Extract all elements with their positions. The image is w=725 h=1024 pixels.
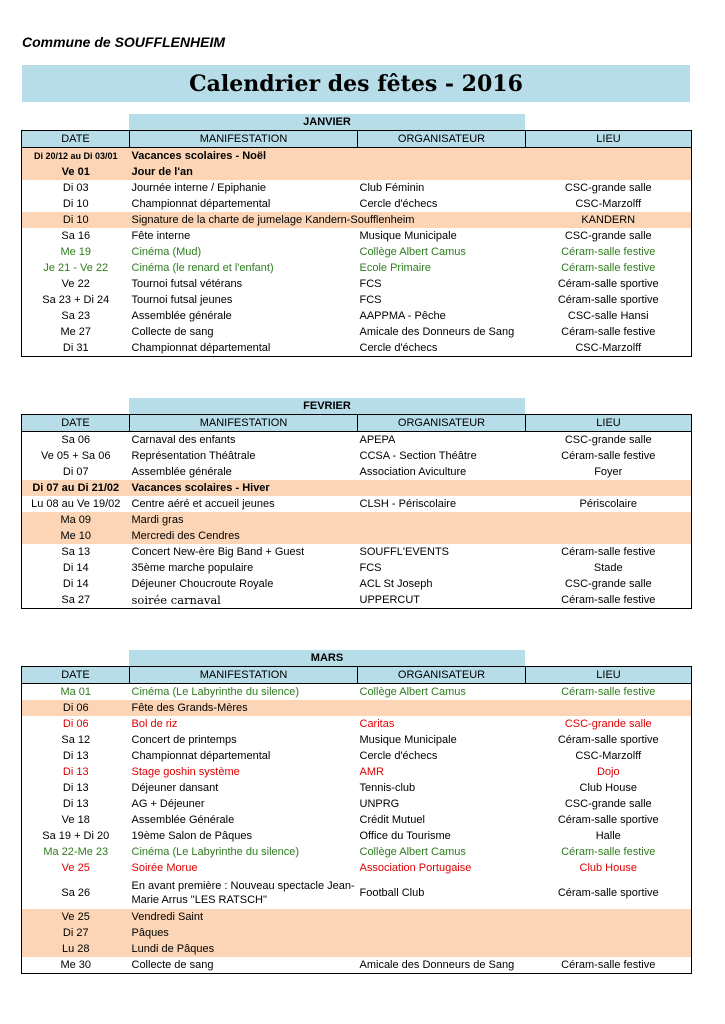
table-row [22, 196, 692, 212]
cell-date: Di 07 [62, 466, 89, 478]
cell-lieu: Céram-salle sportive [557, 734, 659, 746]
cell-organisateur: Tennis-club [359, 782, 416, 794]
cell-lieu: CSC-Marzolff [575, 198, 642, 210]
cell-manifestation: 19ème Salon de Pâques [131, 830, 252, 842]
table-row [22, 260, 692, 276]
cell-lieu: Céram-salle sportive [557, 814, 659, 826]
table-row [22, 576, 692, 592]
cell-lieu: CSC-grande salle [564, 434, 652, 446]
table-row [22, 684, 692, 701]
table-row [22, 276, 692, 292]
cell-date: Ve 01 [22, 164, 130, 180]
table-row [22, 876, 692, 909]
cell-organisateur: Club Féminin [359, 182, 425, 194]
cell-organisateur: Caritas [359, 718, 395, 730]
cell-organisateur: Association Aviculture [359, 466, 467, 478]
cell-manifestation: soirée carnaval [131, 593, 221, 607]
cell-manifestation: Championnat départemental [131, 750, 271, 762]
cell-manifestation: Assemblée générale [131, 466, 232, 478]
cell-lieu: CSC-grande salle [564, 230, 652, 242]
cell-manifestation: Assemblée Générale [131, 814, 235, 826]
cell-date: Sa 16 [61, 230, 91, 242]
cell-lieu: Céram-salle festive [561, 326, 656, 338]
cell-manifestation: Cinéma (Mud) [131, 246, 202, 258]
table-row [22, 560, 692, 576]
cell-manifestation: Vacances scolaires - Noël [130, 148, 358, 165]
cell-lieu: Céram-salle festive [561, 450, 656, 462]
cell-date: Di 13 [62, 798, 89, 810]
cell-organisateur: UNPRG [359, 798, 400, 810]
table-row [22, 592, 692, 609]
col-header-lieu: LIEU [526, 415, 692, 432]
cell-organisateur: Musique Municipale [359, 230, 457, 242]
cell-date: Ma 01 [60, 686, 92, 698]
cell-manifestation: Vendredi Saint [130, 909, 358, 925]
table-row [22, 212, 692, 228]
cell-date: Di 14 [62, 562, 89, 574]
table-row [22, 844, 692, 860]
col-header-manifestation: MANIFESTATION [130, 415, 358, 432]
cell-organisateur: Ecole Primaire [359, 262, 432, 274]
cell-manifestation: Championnat départemental [131, 198, 271, 210]
cell-manifestation: Collecte de sang [131, 326, 214, 338]
cell-manifestation: Assemblée générale [131, 310, 232, 322]
table-row [22, 148, 692, 165]
cell-date: Sa 06 [61, 434, 91, 446]
cell-lieu: Céram-salle festive [561, 686, 656, 698]
cell-manifestation: Déjeuner Choucroute Royale [131, 578, 274, 590]
cell-manifestation: Fête des Grands-Mères [130, 700, 358, 716]
col-header-lieu: LIEU [526, 131, 692, 148]
section-janvier [21, 114, 691, 357]
table-row [22, 796, 692, 812]
table-row [22, 480, 692, 496]
cell-lieu: Céram-salle festive [561, 262, 656, 274]
month-label: MARS [129, 650, 525, 666]
table-row [22, 716, 692, 732]
table-row [22, 432, 692, 449]
cell-organisateur [358, 480, 526, 496]
cell-date: Di 07 au Di 21/02 [22, 480, 130, 496]
cell-lieu [526, 941, 692, 957]
cell-organisateur: APEPA [359, 434, 396, 446]
commune-name: Commune de SOUFFLENHEIM [22, 34, 226, 50]
section-fevrier [21, 398, 691, 609]
cell-date: Di 03 [62, 182, 89, 194]
cell-organisateur: Association Portugaise [359, 862, 472, 874]
cell-lieu [526, 925, 692, 941]
cell-manifestation: Stage goshin système [131, 766, 240, 778]
cell-lieu: Céram-salle sportive [557, 294, 659, 306]
cell-lieu: Club House [579, 782, 637, 794]
cell-manifestation: Concert de printemps [131, 734, 237, 746]
cell-organisateur: AAPPMA - Pêche [359, 310, 446, 322]
table-row [22, 941, 692, 957]
cell-manifestation: Mardi gras [130, 512, 358, 528]
cell-organisateur: FCS [359, 562, 382, 574]
table-header-row [22, 667, 692, 684]
col-header-date: DATE [22, 131, 130, 148]
cell-lieu: Céram-salle festive [561, 959, 656, 971]
cell-lieu: Céram-salle sportive [557, 886, 659, 899]
cell-lieu: Dojo [596, 766, 620, 778]
cell-lieu: CSC-grande salle [564, 718, 652, 730]
table-row [22, 748, 692, 764]
cell-manifestation: Lundi de Pâques [130, 941, 358, 957]
cell-manifestation: Collecte de sang [131, 959, 214, 971]
cell-lieu: CSC-grande salle [564, 182, 652, 194]
cell-lieu: Céram-salle festive [561, 546, 656, 558]
cell-date: Sa 26 [61, 886, 91, 899]
cell-manifestation: Jour de l'an [130, 164, 358, 180]
page-title-banner [22, 65, 690, 102]
cell-date: Ve 25 [61, 862, 90, 874]
cell-date: Di 13 [62, 750, 89, 762]
table-row [22, 828, 692, 844]
events-table [21, 414, 692, 609]
cell-lieu: CSC-Marzolff [575, 342, 642, 354]
table-header-row [22, 415, 692, 432]
cell-lieu: CSC-grande salle [564, 578, 652, 590]
table-row [22, 228, 692, 244]
cell-lieu [526, 700, 692, 716]
cell-manifestation: Championnat départemental [131, 342, 271, 354]
cell-date: Di 10 [62, 198, 89, 210]
cell-date: Ma 09 [22, 512, 130, 528]
col-header-organisateur: ORGANISATEUR [358, 667, 526, 684]
cell-manifestation: Cinéma (Le Labyrinthe du silence) [131, 846, 300, 858]
month-label: JANVIER [129, 114, 525, 130]
cell-manifestation: Concert New-ère Big Band + Guest [131, 546, 305, 558]
cell-organisateur: Office du Tourisme [359, 830, 451, 842]
cell-date: Di 31 [62, 342, 89, 354]
cell-date: Ve 25 [22, 909, 130, 925]
cell-date: Sa 27 [61, 594, 91, 606]
cell-lieu [526, 164, 692, 180]
cell-organisateur: Cercle d'échecs [359, 342, 438, 354]
cell-date: Ve 22 [61, 278, 90, 290]
cell-manifestation: Cinéma (Le Labyrinthe du silence) [131, 686, 300, 698]
cell-organisateur [358, 512, 526, 528]
cell-organisateur [358, 528, 526, 544]
table-row [22, 764, 692, 780]
cell-organisateur [358, 925, 526, 941]
col-header-date: DATE [22, 667, 130, 684]
table-row [22, 512, 692, 528]
cell-lieu: KANDERN [526, 212, 692, 228]
cell-organisateur: Cercle d'échecs [359, 198, 438, 210]
table-row [22, 324, 692, 340]
cell-lieu [526, 480, 692, 496]
cell-organisateur: SOUFFL'EVENTS [359, 546, 450, 558]
section-mars [21, 650, 691, 974]
cell-lieu: Foyer [594, 466, 623, 478]
cell-organisateur: CLSH - Périscolaire [359, 498, 457, 510]
table-row [22, 340, 692, 357]
month-label: FEVRIER [129, 398, 525, 414]
cell-date: Lu 28 [22, 941, 130, 957]
cell-date: Sa 13 [61, 546, 91, 558]
cell-organisateur: Collège Albert Camus [359, 246, 466, 258]
cell-date: Me 19 [60, 246, 92, 258]
table-row [22, 700, 692, 716]
cell-lieu [526, 528, 692, 544]
table-row [22, 164, 692, 180]
cell-manifestation: Pâques [130, 925, 358, 941]
cell-manifestation: Tournoi futsal jeunes [131, 294, 233, 306]
table-row [22, 496, 692, 512]
table-row [22, 860, 692, 876]
cell-lieu: Stade [593, 562, 623, 574]
cell-organisateur: Collège Albert Camus [359, 686, 466, 698]
table-row [22, 308, 692, 324]
cell-date: Sa 19 + Di 20 [42, 830, 110, 842]
events-table [21, 130, 692, 357]
cell-organisateur [358, 164, 526, 180]
col-header-organisateur: ORGANISATEUR [358, 131, 526, 148]
table-row [22, 780, 692, 796]
cell-lieu [526, 512, 692, 528]
cell-organisateur: Football Club [359, 886, 425, 899]
cell-organisateur: Amicale des Donneurs de Sang [359, 326, 515, 338]
col-header-manifestation: MANIFESTATION [130, 131, 358, 148]
table-row [22, 244, 692, 260]
cell-date: Ve 05 + Sa 06 [41, 450, 111, 462]
cell-lieu [526, 148, 692, 165]
cell-date: Je 21 - Ve 22 [43, 262, 109, 274]
cell-lieu: Périscolaire [579, 498, 637, 510]
cell-manifestation: Bol de riz [131, 718, 178, 730]
cell-date: Ma 22-Me 23 [43, 846, 109, 858]
cell-lieu: Céram-salle sportive [557, 278, 659, 290]
table-row [22, 544, 692, 560]
table-row [22, 464, 692, 480]
cell-date: Lu 08 au Ve 19/02 [31, 498, 121, 510]
cell-manifestation: AG + Déjeuner [131, 798, 205, 810]
cell-manifestation: Carnaval des enfants [131, 434, 236, 446]
cell-organisateur [358, 700, 526, 716]
cell-date: Me 27 [60, 326, 92, 338]
cell-date: Di 10 [22, 212, 130, 228]
cell-organisateur: Amicale des Donneurs de Sang [359, 959, 515, 971]
cell-lieu: Halle [595, 830, 621, 842]
cell-organisateur: Cercle d'échecs [359, 750, 438, 762]
cell-manifestation: Représentation Théâtrale [131, 450, 256, 462]
page-title: Calendrier des fêtes - 2016 [189, 70, 523, 97]
cell-organisateur: FCS [359, 278, 382, 290]
cell-manifestation: En avant première : Nouveau spectacle Jean-Marie Arrus "LES RATSCH" [131, 879, 355, 906]
cell-date: Sa 12 [61, 734, 91, 746]
cell-manifestation: Centre aéré et accueil jeunes [131, 498, 275, 510]
col-header-lieu: LIEU [526, 667, 692, 684]
cell-manifestation: Cinéma (le renard et l'enfant) [131, 262, 274, 274]
cell-date: Di 27 [22, 925, 130, 941]
cell-date: Ve 18 [61, 814, 90, 826]
col-header-date: DATE [22, 415, 130, 432]
cell-organisateur [358, 148, 526, 165]
cell-date: Di 14 [62, 578, 89, 590]
col-header-organisateur: ORGANISATEUR [358, 415, 526, 432]
table-row [22, 528, 692, 544]
cell-manifestation: 35ème marche populaire [131, 562, 254, 574]
table-row [22, 292, 692, 308]
cell-date: Sa 23 [61, 310, 91, 322]
events-table [21, 666, 692, 974]
cell-manifestation: Journée interne / Epiphanie [131, 182, 267, 194]
cell-organisateur: AMR [359, 766, 384, 778]
cell-date: Di 06 [22, 700, 130, 716]
cell-manifestation: Vacances scolaires - Hiver [130, 480, 358, 496]
cell-organisateur: Crédit Mutuel [359, 814, 425, 826]
cell-lieu: Céram-salle festive [561, 846, 656, 858]
table-row [22, 909, 692, 925]
cell-manifestation: Soirée Morue [131, 862, 198, 874]
cell-manifestation: Tournoi futsal vétérans [131, 278, 243, 290]
cell-date: Di 13 [62, 766, 89, 778]
cell-organisateur: Collège Albert Camus [359, 846, 466, 858]
cell-lieu: Céram-salle festive [561, 594, 656, 606]
cell-date: Me 30 [60, 959, 92, 971]
table-row [22, 732, 692, 748]
cell-date: Me 10 [22, 528, 130, 544]
cell-date: Sa 23 + Di 24 [42, 294, 110, 306]
cell-date: Di 13 [62, 782, 89, 794]
table-row [22, 812, 692, 828]
cell-organisateur [358, 941, 526, 957]
table-row [22, 448, 692, 464]
cell-organisateur: UPPERCUT [359, 594, 421, 606]
cell-organisateur: FCS [359, 294, 382, 306]
cell-organisateur: Musique Municipale [359, 734, 457, 746]
cell-lieu [526, 909, 692, 925]
cell-organisateur: ACL St Joseph [359, 578, 433, 590]
col-header-manifestation: MANIFESTATION [130, 667, 358, 684]
table-row [22, 180, 692, 196]
cell-organisateur: CCSA - Section Théâtre [359, 450, 477, 462]
cell-manifestation: Déjeuner dansant [131, 782, 219, 794]
cell-lieu: CSC-grande salle [564, 798, 652, 810]
cell-lieu: CSC-salle Hansi [567, 310, 649, 322]
cell-date: Di 20/12 au Di 03/01 [22, 148, 130, 165]
table-row [22, 957, 692, 974]
cell-manifestation: Fête interne [131, 230, 191, 242]
table-row [22, 925, 692, 941]
cell-date: Di 06 [62, 718, 89, 730]
cell-lieu: Céram-salle festive [561, 246, 656, 258]
cell-lieu: Club House [579, 862, 637, 874]
cell-manifestation: Mercredi des Cendres [130, 528, 358, 544]
cell-organisateur [358, 909, 526, 925]
cell-manifestation: Signature de la charte de jumelage Kandern-Soufflenheim [130, 212, 526, 228]
cell-lieu: CSC-Marzolff [575, 750, 642, 762]
table-header-row [22, 131, 692, 148]
